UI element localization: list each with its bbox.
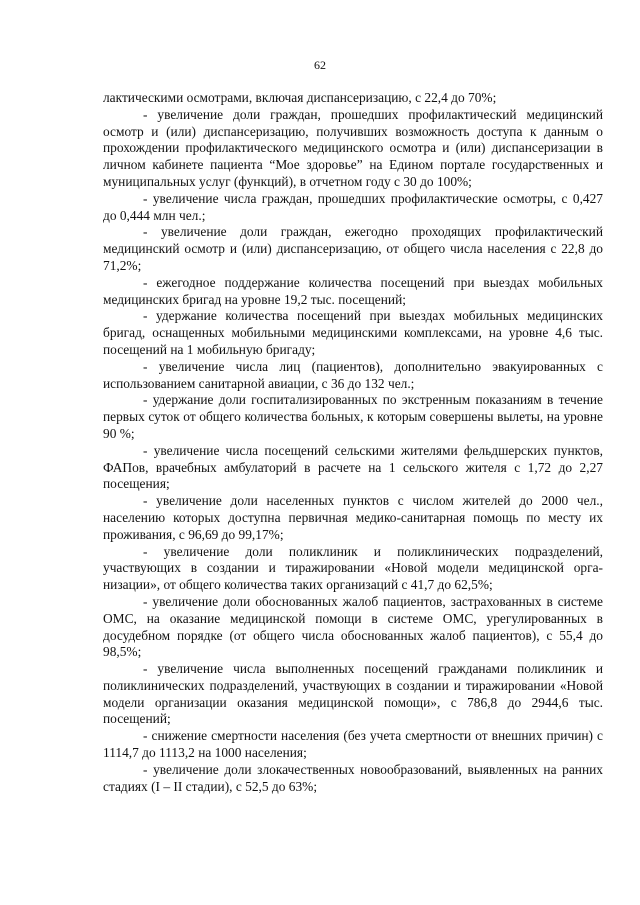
list-item: - удержание доли госпитализированных по экстренным показаниям в течение первых суток от общего количества больных, к которым совершены вылеты, на уровне 90 %; — [103, 392, 603, 441]
list-item: - увеличение доли обоснованных жалоб пациентов, застрахованных в системе ОМС, на оказание медицинской помощи в системе ОМС, урегулированных в досудебном порядке (от общего числа обоснованных жалоб пациентов), с 55,4 до 98,5%; — [103, 593, 603, 660]
list-item: - увеличение числа посещений сельскими жителями фельдшерских пунктов, ФАПов, врачебных амбулаторий в расчете на 1 сельского жителя с 1,72 до 2,27 посещения; — [103, 442, 603, 492]
list-item: - увеличение доли населенных пунктов с числом жителей до 2000 чел., населению которых доступна первичная медико-санитарная помощь по месту их проживания, с 96,69 до 99,17%; — [103, 493, 603, 542]
list-item: - увеличение числа лиц (пациентов), дополнительно эвакуированных с использованием санитарной авиации, с 36 до 132 чел.; — [103, 358, 603, 391]
list-item: - увеличение числа граждан, прошедших профилактические осмотры, с 0,427 до 0,444 млн чел.; — [103, 190, 603, 223]
list-item: - увеличение доли злокачественных новообразований, выявленных на ранних стадиях (I – II стадии), с 52,5 до 63%; — [103, 761, 603, 794]
list-item: - увеличение доли граждан, ежегодно проходящих профилактический медицинский осмотр и (или) диспансеризацию, от общего числа населения с 22,8 до 71,2%; — [103, 224, 603, 273]
list-item: - увеличение доли поликлиник и поликлинических подразделений, участвующих в создании и тиражировании «Новой модели медицинской организации», от общего количества таких организаций с 41,7 до 62,5%; — [103, 543, 603, 593]
list-item: - удержание количества посещений при выездах мобильных медицинских бригад, оснащенных мобильными медицинскими комплексами, на уровне 4,6 тыс. посещений на 1 мобильную бригаду; — [103, 308, 603, 357]
list-item: - снижение смертности населения (без учета смертности от внешних причин) с 1114,7 до 1113,2 на 1000 населения; — [103, 728, 603, 761]
document-body — [103, 90, 603, 795]
list-item: - увеличение доли граждан, прошедших профилактический медицинский осмотр и (или) диспансеризацию, получивших возможность доступа к данным о прохождении профилактического медицинского осмотра и (или) диспансеризации в личном кабинете пациента “Мое здоровье” на Едином портале государственных и муниципальных услуг (функций), в отчетном году с 30 до 100%; — [103, 106, 603, 189]
list-item: - увеличение числа выполненных посещений гражданами поликлиник и поликлинических подразделений, участвующих в создании и тиражировании «Новой модели организации оказания медицинской помощи», с 786,8 до 2944,6 тыс. посещений; — [103, 661, 603, 727]
paragraph-continuation: лактическими осмотрами, включая диспансеризацию, с 22,4 до 70%; — [103, 90, 497, 105]
list-item: - ежегодное поддержание количества посещений при выездах мобильных медицинских бригад на уровне 19,2 тыс. посещений; — [103, 274, 603, 307]
page-number: 62 — [314, 58, 326, 72]
